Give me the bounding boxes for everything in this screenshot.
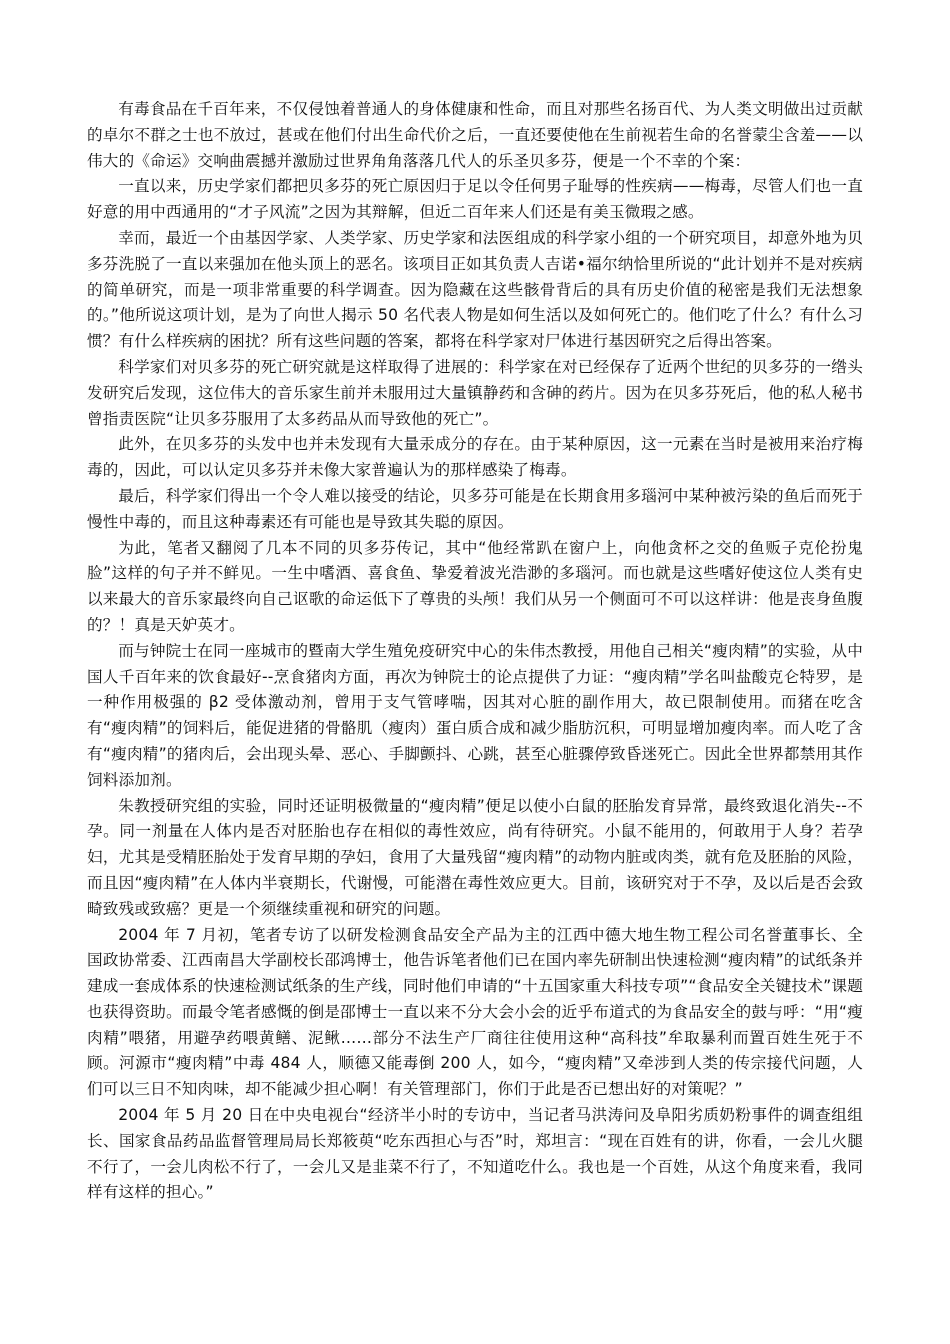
paragraph-2: 一直以来，历史学家们都把贝多芬的死亡原因归于足以令任何男子耻辱的性疾病——梅毒，尽管人们也一直好意的用中西通用的“才子风流”之因为其辩解，但近二百年来人们还是有美玉微瑕之感。 (87, 177, 863, 222)
paragraph-4: 科学家们对贝多芬的死亡研究就是这样取得了进展的：科学家在对已经保存了近两个世纪的贝多芬的一绺头发研究后发现，这位伟大的音乐家生前并未服用过大量镇静药和含砷的药片。因为在贝多芬死后，他的私人秘书曾指责医院“让贝多芬服用了太多药品从而导致他的死亡”。 (87, 357, 863, 428)
paragraph-9: 朱教授研究组的实验，同时还证明极微量的“瘦肉精”便足以使小白鼠的胚胎发育异常，最终致退化消失--不孕。同一剂量在人体内是否对胚胎也存在相似的毒性效应，尚有待研究。小鼠不能用的，何敢用于人身？若孕妇，尤其是受精胚胎处于发育早期的孕妇，食用了大量残留“瘦肉精”的动物内脏或肉类，就有危及胚胎的风险，而且因“瘦肉精”在人体内半衰期长，代谢慢，可能潜在毒性效应更大。目前，该研究对于不孕，及以后是否会致畸致残或致癌？更是一个须继续重视和研究的问题。 (87, 796, 863, 918)
document-page (87, 97, 863, 1206)
paragraph-11: 2004 年 5 月 20 日在中央电视台“经济半小时的专访中，当记者马洪涛问及阜阳劣质奶粉事件的调查组组长、国家食品药品监督管理局局长郑筱萸“吃东西担心与否”时，郑坦言：“现在百姓有的讲，你看，一会儿火腿不行了，一会儿肉松不行了，一会儿又是韭菜不行了，不知道吃什么。我也是一个百姓，从这个角度来看，我同样有这样的担心。” (87, 1106, 863, 1202)
paragraph-7: 为此，笔者又翻阅了几本不同的贝多芬传记，其中“他经常趴在窗户上，向他贪杯之交的鱼贩子克伦扮鬼脸”这样的句子并不鲜见。一生中嗜酒、喜食鱼、挚爱着波光浩渺的多瑙河。而也就是这些嗜好使这位人类有史以来最大的音乐家最终向自己讴歌的命运低下了尊贵的头颅！我们从另一个侧面可不可以这样讲：他是丧身鱼腹的？！真是天妒英才。 (87, 538, 863, 634)
paragraph-6: 最后，科学家们得出一个令人难以接受的结论，贝多芬可能是在长期食用多瑙河中某种被污染的鱼后而死于慢性中毒的，而且这种毒素还有可能也是导致其失聪的原因。 (87, 486, 863, 531)
paragraph-10: 2004 年 7 月初，笔者专访了以研发检测食品安全产品为主的江西中德大地生物工程公司名誉董事长、全国政协常委、江西南昌大学副校长邵鸿博士，他告诉笔者他们已在国内率先研制出快速检测“瘦肉精”的试纸条并建成一套成体系的快速检测试纸条的生产线，同时他们申请的“十五国家重大科技专项”“食品安全关键技术”课题也获得资助。而最令笔者感慨的倒是邵博士一直以来不分大会小会的近乎布道式的为食品安全的鼓与呼：“用“瘦肉精”喂猪，用避孕药喂黄鳝、泥鳅……部分不法生产厂商往往使用这种“高科技”牟取暴利而置百姓生死于不顾。河源市“瘦肉精”中毒 484 人，顺德又能毒倒 200 人，如今，“瘦肉精”又牵涉到人类的传宗接代问题，人们可以三日不知肉味，却不能减少担心啊！有关管理部门，你们于此是否已想出好的对策呢？” (87, 925, 863, 1099)
paragraph-1: 有毒食品在千百年来，不仅侵蚀着普通人的身体健康和性命，而且对那些名扬百代、为人类文明做出过贡献的卓尔不群之士也不放过，甚或在他们付出生命代价之后，一直还要使他在生前视若生命的名誉蒙尘含羞——以伟大的《命运》交响曲震撼并激励过世界角角落落几代人的乐圣贝多芬，便是一个不幸的个案： (87, 100, 863, 170)
paragraph-5: 此外，在贝多芬的头发中也并未发现有大量汞成分的存在。由于某种原因，这一元素在当时是被用来治疗梅毒的，因此，可以认定贝多芬并未像大家普遍认为的那样感染了梅毒。 (87, 435, 863, 480)
paragraph-8: 而与钟院士在同一座城市的暨南大学生殖免疫研究中心的朱伟杰教授，用他自己相关“瘦肉精”的实验，从中国人千百年来的饮食最好--烹食猪肉方面，再次为钟院士的论点提供了力证：“瘦肉精”学名叫盐酸克仑特罗，是一种作用极强的 β2 受体激动剂，曾用于支气管哮喘，因其对心脏的副作用大，故已限制使用。而猪在吃含有“瘦肉精”的饲料后，能促进猪的骨骼肌（瘦肉）蛋白质合成和减少脂肪沉积，可明显增加瘦肉率。而人吃了含有“瘦肉精”的猪肉后，会出现头晕、恶心、手脚颤抖、心跳，甚至心脏骤停致昏迷死亡。因此全世界都禁用其作饲料添加剂。 (87, 641, 863, 789)
paragraph-3: 幸而，最近一个由基因学家、人类学家、历史学家和法医组成的科学家小组的一个研究项目，却意外地为贝多芬洗脱了一直以来强加在他头顶上的恶名。该项目正如其负责人吉诺•福尔纳恰里所说的“此计划并不是对疾病的简单研究，而是一项非常重要的科学调查。因为隐藏在这些骸骨背后的具有历史价值的秘密是我们无法想象的。”他所说这项计划，是为了向世人揭示 50 名代表人物是如何生活以及如何死亡的。他们吃了什么？有什么习惯？有什么样疾病的困扰？所有这些问题的答案，都将在科学家对尸体进行基因研究之后得出答案。 (87, 228, 863, 351)
